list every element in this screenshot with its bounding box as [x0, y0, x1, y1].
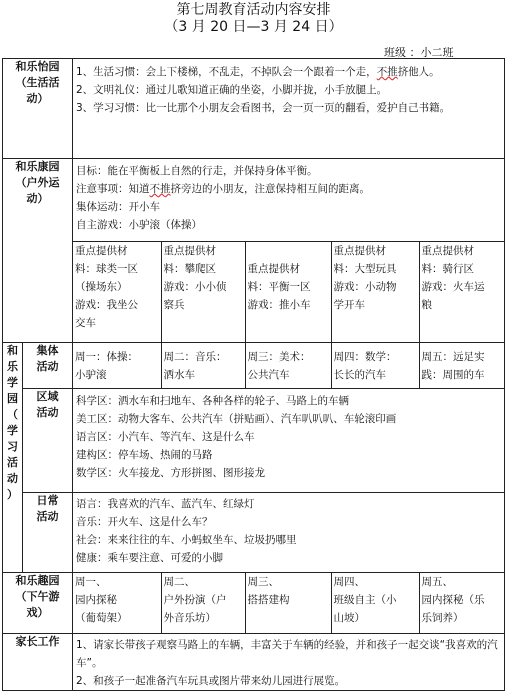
day-line: 周五：远足实 — [421, 350, 485, 363]
group-activities-cell — [73, 343, 505, 389]
daily-line-health: 健康：乘车要注意、可爱的小脚 — [76, 552, 223, 564]
area-activities-cell — [73, 389, 505, 493]
label-line: 活动 — [36, 360, 59, 373]
heleyiyuan-item-3: 3、学习习惯：比一比那个小朋友会看图书，会一页一页的翻看，爱护自己书籍。 — [76, 102, 451, 114]
sub-label-group — [23, 343, 73, 389]
area-line-science: 科学区：洒水车和扫地车、各种各样的轮子、马路上的车辆 — [76, 395, 349, 407]
xueyuan-area-row — [3, 389, 505, 493]
qu-day-thu — [331, 573, 419, 633]
group-day-wed — [245, 343, 331, 388]
qu-day-mon — [73, 573, 161, 633]
day-line: 园内探秘 — [75, 594, 117, 606]
label-line: （下午游 — [15, 590, 60, 603]
material-cell-3 — [245, 242, 331, 342]
class-label: 班级 ：小二班 — [384, 46, 454, 59]
day-line: 周二：音乐： — [163, 350, 227, 363]
material-line: 重点提供材 — [75, 245, 128, 257]
area-line-art: 美工区：动物大客车、公共汽车（拼贴画）、汽车叭叭叭、车轮滚印画 — [76, 413, 397, 425]
day-line: 周二、 — [163, 576, 195, 588]
area-line-language: 语言区：小汽车、等汽车、这是什么车 — [76, 431, 255, 443]
section-label-helequyuan — [3, 573, 73, 634]
kang-free-game: 自主游戏：小驴滚（体操） — [76, 219, 202, 231]
daily-activities-cell — [73, 493, 505, 573]
qu-day-tue — [161, 573, 245, 633]
vertical-char: （ — [7, 408, 18, 421]
item-text-marked: 不推 — [376, 66, 398, 78]
material-line: 重点提供材 — [421, 245, 474, 257]
section-label-heleyiyuan — [3, 59, 73, 159]
sub-label-area — [23, 389, 73, 493]
item-text: 1、生活习惯：会上下楼梯，不乱走，不掉队会一个跟着一个走， — [76, 66, 377, 78]
section-label-family: 家长工作 — [3, 634, 73, 691]
group-day-fri — [419, 343, 505, 388]
quyuan-days-table — [73, 573, 505, 633]
material-line: 学开车 — [333, 299, 365, 311]
label-line: 集体 — [36, 344, 59, 357]
day-line: 搭搭建构 — [247, 594, 290, 606]
section-label-helekangyuan — [3, 159, 73, 343]
group-day-tue — [161, 343, 245, 388]
material-line: 察兵 — [163, 299, 185, 311]
qu-day-wed — [245, 573, 331, 633]
day-line: 周四：数学： — [333, 350, 397, 363]
material-line: 料：平衡一区 — [247, 281, 311, 293]
material-cell-2 — [161, 242, 245, 342]
label-line: 动） — [26, 192, 49, 205]
group-day-thu — [331, 343, 419, 388]
vertical-char: 园 — [7, 392, 18, 405]
material-line: 重点提供材 — [333, 245, 386, 257]
kang-materials-row — [3, 242, 505, 343]
day-line: 周一：体操： — [75, 350, 138, 363]
section-helequyuan — [3, 573, 505, 634]
area-line-math: 数学区：火车接龙、方形拼图、图形接龙 — [76, 467, 265, 479]
day-line: 洒水车 — [163, 368, 195, 381]
material-line: 游戏：我坐公 — [75, 299, 138, 311]
material-line: 重点提供材 — [247, 263, 300, 275]
qu-day-fri — [419, 573, 505, 633]
kang-materials-table — [73, 242, 505, 342]
section-label-helexueyuan — [3, 343, 23, 573]
material-line: 游戏：推小车 — [247, 299, 311, 311]
day-line: 周四、 — [333, 576, 365, 588]
day-line: 周三：美术： — [247, 350, 311, 363]
label-line: 和乐康园 — [15, 160, 60, 173]
kang-materials-cell — [73, 242, 505, 343]
notice-text: 挤旁边的小朋友，注意保持相互间的距离。 — [170, 183, 370, 195]
kang-goal: 目标：能在平衡板上自然的行走，并保持身体平衡。 — [76, 165, 318, 177]
label-line: 日常 — [36, 494, 59, 507]
kang-notice — [73, 180, 504, 198]
label-line: （生活活 — [15, 76, 60, 89]
notice-text: 注意事项：知道 — [76, 183, 150, 195]
material-cell-1 — [73, 242, 161, 342]
schedule-table — [2, 58, 505, 691]
family-line-2: 2、和孩子一起准备汽车玩具或图片带来幼儿园进行展览。 — [76, 675, 346, 687]
daily-line-language: 语言：我喜欢的汽车、蓝汽车、红绿灯 — [76, 498, 255, 510]
heleyiyuan-item-1 — [73, 59, 504, 81]
material-line: 料：骑行区 — [421, 263, 474, 275]
material-line — [248, 242, 329, 260]
vertical-char: ） — [7, 488, 18, 501]
label-line: 和乐趣园 — [15, 574, 60, 587]
material-line: （操场东） — [75, 281, 128, 293]
day-line: 长长的汽车 — [333, 368, 386, 381]
daily-line-social: 社会：来来往往的车、小蚂蚁坐车、垃圾扔哪里 — [76, 534, 297, 546]
label-line: 区域 — [36, 390, 59, 403]
label-line: 戏） — [26, 606, 49, 619]
vertical-char: 习 — [7, 440, 18, 453]
day-line: 小驴滚 — [75, 368, 107, 381]
day-line: 周五、 — [421, 576, 453, 588]
section-helekangyuan — [3, 159, 505, 242]
material-line: 交车 — [75, 317, 96, 329]
day-line: 践：周围的车 — [421, 368, 485, 381]
family-line-1: 1、请家长带孩子观察马路上的车辆，丰富关于车辆的经验，并和孩子一起交谈“我喜欢的汽车”。 — [76, 639, 498, 669]
day-line: （葡萄架） — [75, 612, 128, 624]
group-activities-table — [73, 343, 505, 388]
vertical-char: 和 — [7, 344, 18, 357]
vertical-char: 乐 — [7, 360, 18, 373]
date-range: （3 月 20 日—3 月 24 日） — [164, 19, 343, 35]
day-line: 公共汽车 — [247, 368, 290, 381]
section-heleyiyuan — [3, 59, 505, 159]
area-line-build: 建构区：停车场、热闹的马路 — [76, 449, 213, 461]
material-line: 料：球类一区 — [75, 263, 138, 275]
material-line: 重点提供材 — [163, 245, 216, 257]
label-line: 活动 — [36, 510, 59, 523]
vertical-char: 学 — [7, 424, 18, 437]
quyuan-days-cell — [73, 573, 505, 634]
vertical-char: 学 — [7, 376, 18, 389]
item-text: 挤他人。 — [397, 66, 440, 78]
day-line: 外音乐坊） — [163, 612, 216, 624]
material-line: 游戏：火车运 — [421, 281, 485, 293]
label-line: 和乐怡园 — [15, 60, 60, 73]
material-line: 游戏：小小侦 — [163, 281, 227, 293]
day-line: 周一、 — [75, 576, 107, 588]
day-line: 山坡） — [333, 612, 365, 624]
xueyuan-daily-row — [3, 493, 505, 573]
group-day-mon — [73, 343, 161, 388]
day-line: 周三、 — [247, 576, 279, 588]
helekangyuan-content — [73, 159, 505, 242]
material-line: 游戏：小动物 — [333, 281, 397, 293]
sub-label-daily — [23, 493, 73, 573]
material-line: 料：大型玩具 — [333, 263, 397, 275]
day-line: 乐饲养） — [421, 612, 464, 624]
label-line: 活动 — [36, 406, 59, 419]
vertical-char: 活 — [7, 456, 18, 469]
day-line: 园内探秘（乐 — [421, 594, 485, 606]
heleyiyuan-item-2: 2、文明礼仪：通过儿歌知道正确的坐姿，小脚并拢，小手放腿上。 — [76, 84, 388, 96]
day-line: 班级自主（小 — [333, 594, 397, 606]
section-family — [3, 634, 505, 691]
kang-group-sport: 集体运动：开小车 — [76, 201, 160, 213]
page-title: 第七周教育活动内容安排 — [176, 2, 331, 18]
material-cell-5 — [419, 242, 505, 342]
daily-line-music: 音乐：开火车、这是什么车？ — [76, 516, 213, 528]
family-content — [73, 634, 505, 691]
notice-text-marked: 不推 — [149, 183, 171, 195]
material-cell-4 — [331, 242, 419, 342]
day-line: 户外扮演（户 — [163, 594, 227, 606]
xueyuan-group-row — [3, 343, 505, 389]
heleyiyuan-content — [73, 59, 505, 159]
material-line: 料：攀爬区 — [163, 263, 216, 275]
vertical-char: 动 — [7, 472, 18, 485]
label-line: （户外运 — [15, 176, 60, 189]
label-line: 动） — [26, 92, 49, 105]
material-line: 粮 — [421, 299, 432, 311]
